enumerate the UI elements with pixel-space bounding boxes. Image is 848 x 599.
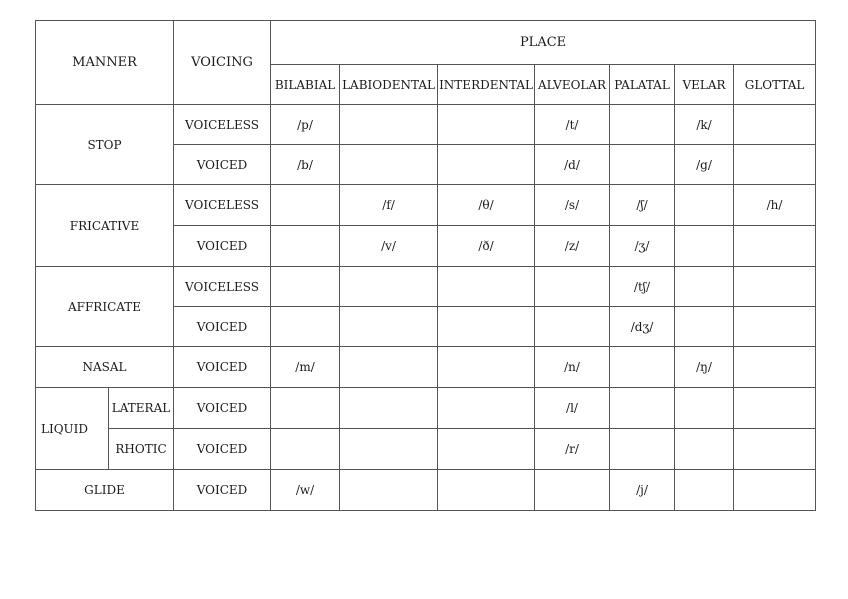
manner-label-affricate: AFFRICATE bbox=[36, 267, 174, 347]
table-cell: /g/ bbox=[675, 145, 734, 185]
table-cell bbox=[438, 307, 535, 347]
table-row bbox=[36, 470, 816, 511]
place-column-header: BILABIAL bbox=[271, 65, 340, 105]
voicing-label: VOICED bbox=[174, 145, 271, 185]
table-cell bbox=[438, 105, 535, 145]
table-cell bbox=[675, 185, 734, 226]
voicing-label: VOICELESS bbox=[174, 185, 271, 226]
table-cell: /j/ bbox=[610, 470, 675, 511]
table-cell bbox=[340, 267, 438, 307]
header-row-place bbox=[36, 21, 816, 65]
table-cell bbox=[734, 145, 816, 185]
table-cell: /v/ bbox=[340, 226, 438, 267]
consonant-chart-table bbox=[35, 20, 816, 511]
table-cell: /t/ bbox=[535, 105, 610, 145]
table-cell bbox=[675, 470, 734, 511]
table-cell bbox=[734, 307, 816, 347]
table-cell bbox=[734, 347, 816, 388]
table-cell bbox=[734, 388, 816, 429]
table-cell: /ð/ bbox=[438, 226, 535, 267]
place-column-header: GLOTTAL bbox=[734, 65, 816, 105]
table-cell bbox=[271, 226, 340, 267]
table-cell bbox=[340, 307, 438, 347]
table-cell bbox=[675, 226, 734, 267]
table-cell bbox=[610, 429, 675, 470]
table-cell: /h/ bbox=[734, 185, 816, 226]
table-cell bbox=[675, 307, 734, 347]
table-row bbox=[36, 388, 816, 429]
table-cell bbox=[535, 470, 610, 511]
table-cell: /d/ bbox=[535, 145, 610, 185]
table-cell: /f/ bbox=[340, 185, 438, 226]
place-header: PLACE bbox=[271, 21, 816, 65]
table-cell: /ʒ/ bbox=[610, 226, 675, 267]
table-cell bbox=[734, 429, 816, 470]
table-cell: /ŋ/ bbox=[675, 347, 734, 388]
place-column-header: PALATAL bbox=[610, 65, 675, 105]
voicing-label: VOICED bbox=[174, 429, 271, 470]
table-row bbox=[36, 267, 816, 307]
voicing-label: VOICED bbox=[174, 470, 271, 511]
table-cell bbox=[610, 388, 675, 429]
voicing-label: VOICELESS bbox=[174, 267, 271, 307]
table-cell bbox=[340, 105, 438, 145]
manner-label-stop: STOP bbox=[36, 105, 174, 185]
manner-label-liquid: LIQUID bbox=[36, 388, 109, 470]
place-column-header: ALVEOLAR bbox=[535, 65, 610, 105]
table-row bbox=[36, 105, 816, 145]
table-cell bbox=[675, 429, 734, 470]
table-cell bbox=[535, 267, 610, 307]
table-cell: /b/ bbox=[271, 145, 340, 185]
table-cell: /tʃ/ bbox=[610, 267, 675, 307]
submanner-label-rhotic: RHOTIC bbox=[109, 429, 174, 470]
table-cell: /w/ bbox=[271, 470, 340, 511]
table-cell bbox=[734, 470, 816, 511]
table-cell bbox=[734, 267, 816, 307]
manner-label-glide: GLIDE bbox=[36, 470, 174, 511]
table-cell bbox=[734, 226, 816, 267]
table-cell bbox=[675, 267, 734, 307]
manner-label-fricative: FRICATIVE bbox=[36, 185, 174, 267]
table-cell bbox=[438, 429, 535, 470]
table-cell bbox=[340, 145, 438, 185]
table-cell bbox=[271, 185, 340, 226]
table-cell: /θ/ bbox=[438, 185, 535, 226]
table-cell: /l/ bbox=[535, 388, 610, 429]
table-cell: /s/ bbox=[535, 185, 610, 226]
table-cell bbox=[271, 388, 340, 429]
table-cell bbox=[610, 347, 675, 388]
table-cell bbox=[438, 388, 535, 429]
table-cell: /k/ bbox=[675, 105, 734, 145]
table-cell bbox=[438, 347, 535, 388]
table-cell: /ʃ/ bbox=[610, 185, 675, 226]
place-column-header: VELAR bbox=[675, 65, 734, 105]
table-cell: /z/ bbox=[535, 226, 610, 267]
table-cell bbox=[438, 145, 535, 185]
voicing-label: VOICELESS bbox=[174, 105, 271, 145]
table-cell: /r/ bbox=[535, 429, 610, 470]
table-cell bbox=[271, 267, 340, 307]
place-column-header: INTERDENTAL bbox=[438, 65, 535, 105]
place-column-header: LABIODENTAL bbox=[340, 65, 438, 105]
table-cell bbox=[271, 307, 340, 347]
table-cell bbox=[438, 470, 535, 511]
table-row bbox=[36, 429, 816, 470]
manner-header: MANNER bbox=[36, 21, 174, 105]
table-cell bbox=[675, 388, 734, 429]
table-cell bbox=[340, 347, 438, 388]
table-cell bbox=[271, 429, 340, 470]
table-cell bbox=[340, 388, 438, 429]
voicing-label: VOICED bbox=[174, 388, 271, 429]
table-cell bbox=[610, 105, 675, 145]
voicing-label: VOICED bbox=[174, 226, 271, 267]
table-row bbox=[36, 185, 816, 226]
table-cell bbox=[535, 307, 610, 347]
voicing-label: VOICED bbox=[174, 347, 271, 388]
table-row bbox=[36, 347, 816, 388]
table-cell bbox=[340, 470, 438, 511]
manner-label-nasal: NASAL bbox=[36, 347, 174, 388]
table-cell: /dʒ/ bbox=[610, 307, 675, 347]
table-cell: /m/ bbox=[271, 347, 340, 388]
table-cell bbox=[610, 145, 675, 185]
table-cell: /n/ bbox=[535, 347, 610, 388]
table-cell bbox=[340, 429, 438, 470]
table-cell bbox=[734, 105, 816, 145]
table-cell bbox=[438, 267, 535, 307]
voicing-label: VOICED bbox=[174, 307, 271, 347]
table-cell: /p/ bbox=[271, 105, 340, 145]
submanner-label-lateral: LATERAL bbox=[109, 388, 174, 429]
voicing-header: VOICING bbox=[174, 21, 271, 105]
